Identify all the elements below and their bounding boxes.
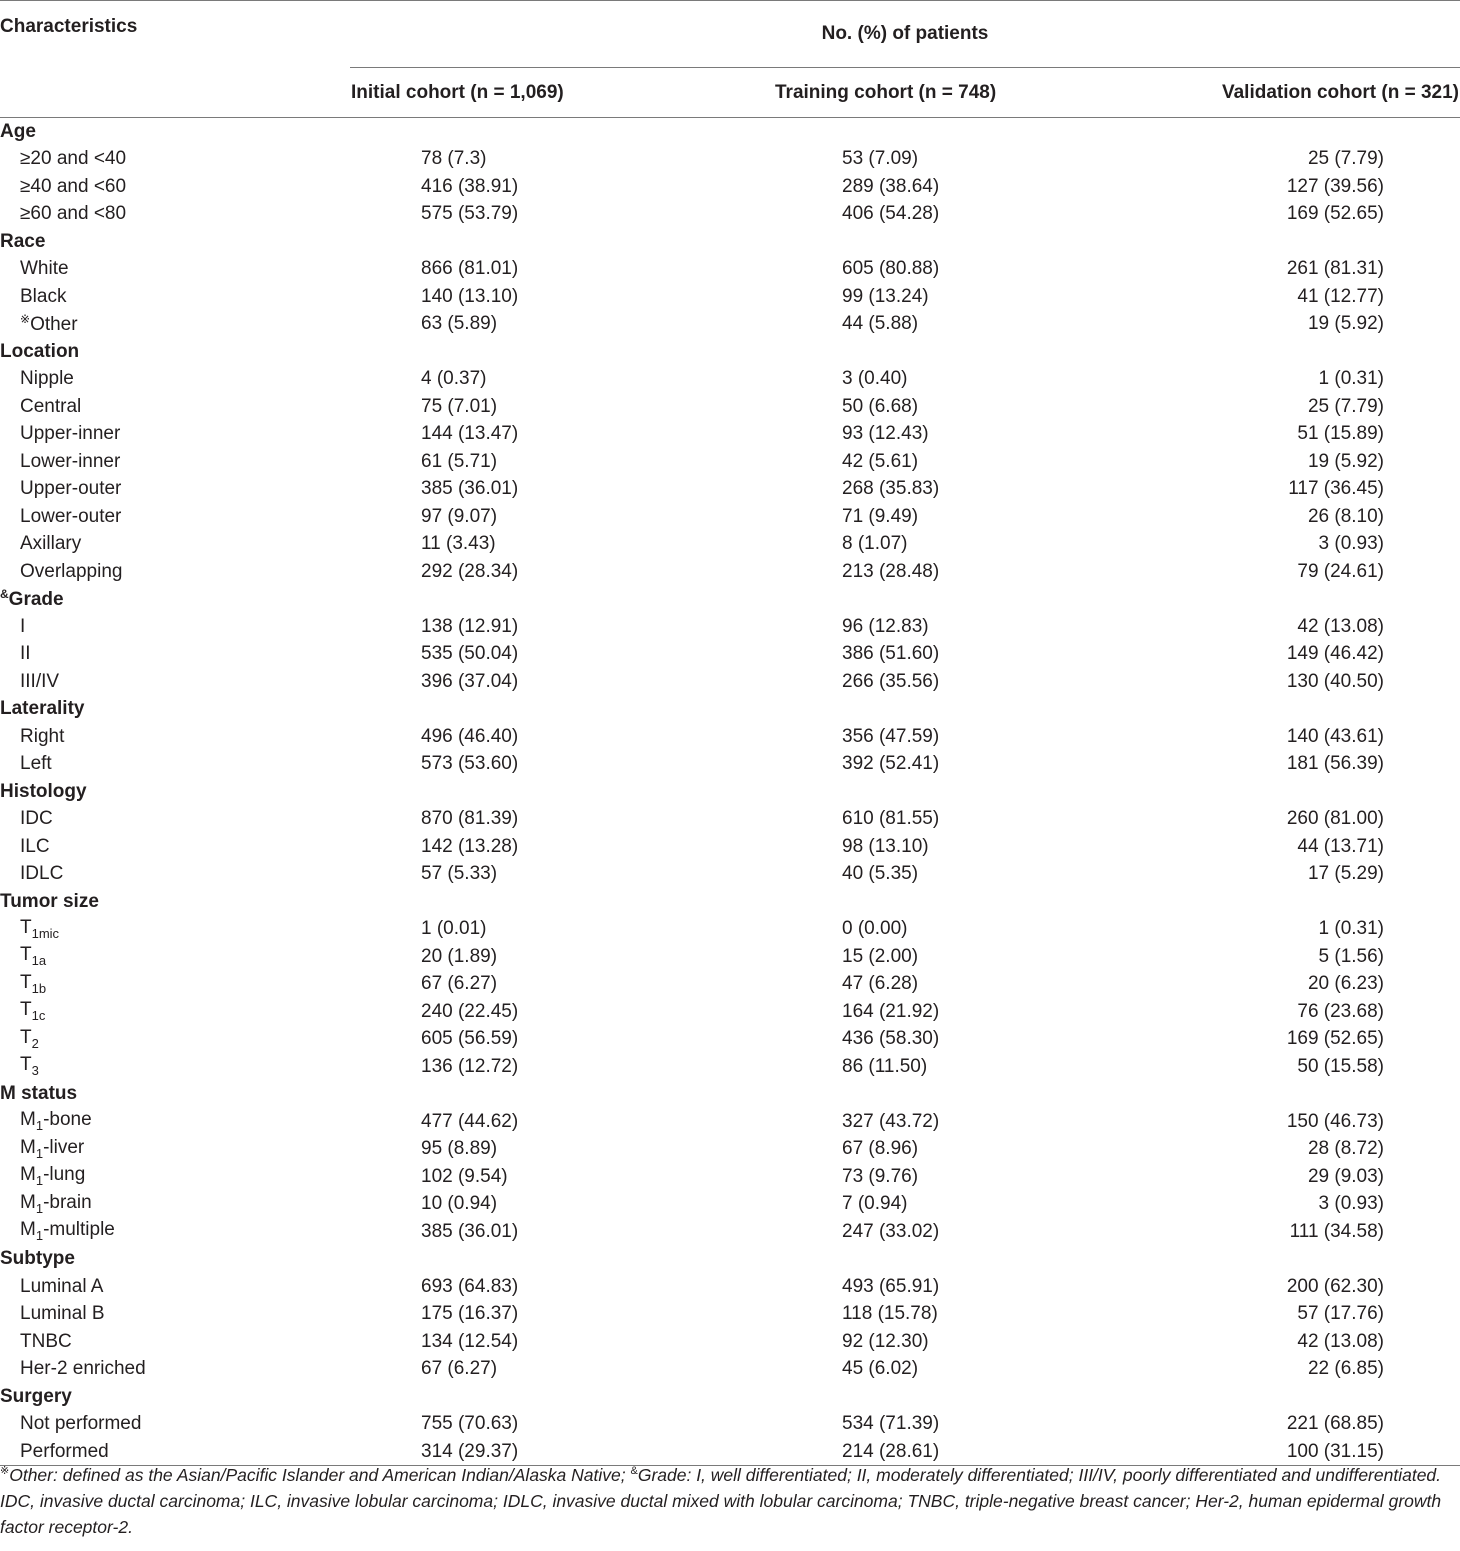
stage-base: M	[20, 1191, 36, 1213]
validation-value: 1 (0.31)	[1318, 918, 1384, 940]
validation-value: 42 (13.08)	[1297, 1330, 1384, 1352]
table-row	[0, 558, 1460, 586]
validation-value: 260 (81.00)	[1286, 808, 1384, 830]
validation-value: 29 (9.03)	[1307, 1165, 1384, 1187]
stage-suffix: -liver	[43, 1136, 85, 1158]
validation-value: 100 (31.15)	[1170, 1438, 1460, 1466]
validation-value: 261 (81.31)	[1286, 258, 1384, 280]
row-label	[0, 1218, 350, 1246]
initial-value: 67 (6.27)	[421, 973, 498, 995]
initial-cohort-header: Initial cohort (n = 1,069)	[350, 67, 750, 117]
training-value: 118 (15.78)	[842, 1303, 938, 1325]
validation-value: 19 (5.92)	[1307, 450, 1384, 472]
row-label	[0, 1190, 350, 1218]
validation-value: 111 (34.58)	[1289, 1220, 1384, 1242]
validation-value: 25 (7.79)	[1307, 395, 1384, 417]
validation-value: 76 (23.68)	[1297, 1000, 1384, 1022]
initial-value: 477 (44.62)	[421, 1110, 519, 1132]
section-row	[0, 1383, 1460, 1411]
section-row	[0, 1080, 1460, 1108]
training-value: 0 (0.00)	[842, 918, 908, 940]
section-title-m-status: M status	[0, 1083, 78, 1105]
patients-group-header: No. (%) of patients	[350, 1, 1460, 68]
row-label: White	[20, 258, 69, 280]
footnote-mark: ※	[0, 1465, 10, 1477]
initial-value: 385 (36.01)	[421, 478, 519, 500]
validation-value: 20 (6.23)	[1307, 973, 1384, 995]
table-row	[0, 1218, 1460, 1246]
table-row	[0, 200, 1460, 228]
validation-value: 181 (56.39)	[1286, 753, 1384, 775]
section-title-race: Race	[0, 230, 46, 252]
initial-value: 11 (3.43)	[421, 533, 496, 555]
validation-value: 41 (12.77)	[1297, 285, 1384, 307]
section-title-location: Location	[0, 340, 80, 362]
training-value: 86 (11.50)	[842, 1055, 928, 1077]
table-row	[0, 255, 1460, 283]
training-value: 53 (7.09)	[842, 148, 919, 170]
training-value: 47 (6.28)	[842, 973, 919, 995]
training-value: 40 (5.35)	[842, 863, 919, 885]
initial-value: 1 (0.01)	[421, 918, 487, 940]
validation-value: 28 (8.72)	[1307, 1138, 1384, 1160]
row-label: Upper-outer	[20, 478, 122, 500]
validation-value: 169 (52.65)	[1286, 203, 1384, 225]
stage-base: M	[20, 1109, 36, 1131]
validation-value: 25 (7.79)	[1307, 148, 1384, 170]
row-label	[0, 1025, 350, 1053]
table-footnote	[0, 1458, 1460, 1540]
training-value: 92 (12.30)	[842, 1330, 929, 1352]
training-value: 99 (13.24)	[842, 285, 929, 307]
header-row-1	[0, 1, 1460, 68]
table-row	[0, 1108, 1460, 1136]
validation-value: 127 (39.56)	[1286, 175, 1384, 197]
validation-value: 3 (0.93)	[1318, 533, 1384, 555]
row-label: Her-2 enriched	[20, 1358, 146, 1380]
row-label: III/IV	[20, 670, 60, 692]
header-blank	[0, 67, 350, 117]
training-value: 44 (5.88)	[842, 313, 919, 335]
section-title-tumor-size: Tumor size	[0, 890, 99, 912]
initial-value: 693 (64.83)	[421, 1275, 519, 1297]
footnote-text-2: Grade: I, well differentiated; II, moderately differentiated; III/IV, poorly differentiated and undifferentiated. IDC, invasive ductal carcinoma; ILC, invasive lobular carcinoma; IDLC, invasive ductal mixed with lobular carcinoma; TNBC, triple-negative breast cancer; Her-2, human epidermal growth factor receptor-2.	[0, 1465, 1442, 1537]
row-label: Overlapping	[20, 560, 123, 582]
row-label: Nipple	[20, 368, 74, 390]
footnote-text-1: Other: defined as the Asian/Pacific Islander and American Indian/Alaska Native;	[9, 1465, 631, 1485]
initial-value: 314 (29.37)	[350, 1438, 750, 1466]
initial-value: 144 (13.47)	[421, 423, 519, 445]
stage-subscript: 1	[35, 1228, 44, 1244]
table-row	[0, 1273, 1460, 1301]
stage-base: T	[20, 916, 32, 938]
stage-subscript: 1	[35, 1118, 44, 1134]
training-cohort-header: Training cohort (n = 748)	[750, 67, 1170, 117]
initial-value: 396 (37.04)	[421, 670, 519, 692]
validation-value: 150 (46.73)	[1286, 1110, 1384, 1132]
row-label: ≥20 and <40	[20, 148, 127, 170]
row-label: ILC	[20, 835, 50, 857]
table-row	[0, 448, 1460, 476]
stage-base: T	[20, 999, 32, 1021]
initial-value: 416 (38.91)	[421, 175, 519, 197]
table-row	[0, 1410, 1460, 1438]
section-title-laterality: Laterality	[0, 698, 85, 720]
initial-value: 136 (12.72)	[421, 1055, 519, 1077]
row-label	[0, 915, 350, 943]
row-label: Central	[20, 395, 82, 417]
initial-value: 75 (7.01)	[421, 395, 498, 417]
validation-value: 50 (15.58)	[1297, 1055, 1384, 1077]
initial-value: 573 (53.60)	[421, 753, 519, 775]
initial-value: 10 (0.94)	[421, 1193, 498, 1215]
stage-base: T	[20, 944, 32, 966]
stage-suffix: -brain	[43, 1191, 92, 1213]
training-value: 98 (13.10)	[842, 835, 929, 857]
characteristics-header: Characteristics	[0, 1, 350, 68]
table-row	[0, 503, 1460, 531]
row-label	[0, 310, 350, 338]
row-label: TNBC	[20, 1330, 72, 1352]
stage-subscript: 1	[35, 1145, 44, 1161]
row-label: Luminal A	[20, 1275, 104, 1297]
section-row	[0, 778, 1460, 806]
validation-value: 57 (17.76)	[1297, 1303, 1384, 1325]
validation-value: 221 (68.85)	[1286, 1413, 1384, 1435]
training-value: 214 (28.61)	[750, 1438, 1170, 1466]
footnote-mark: &	[0, 587, 9, 602]
table-row	[0, 613, 1460, 641]
row-label: Luminal B	[20, 1303, 105, 1325]
section-row	[0, 228, 1460, 256]
initial-value: 67 (6.27)	[421, 1358, 498, 1380]
training-value: 164 (21.92)	[842, 1000, 940, 1022]
section-title-histology: Histology	[0, 780, 87, 802]
training-value: 356 (47.59)	[842, 725, 940, 747]
table-row	[0, 915, 1460, 943]
training-value: 436 (58.30)	[842, 1028, 940, 1050]
validation-value: 169 (52.65)	[1286, 1028, 1384, 1050]
training-value: 96 (12.83)	[842, 615, 929, 637]
row-label: IDLC	[20, 863, 64, 885]
stage-base: M	[20, 1219, 36, 1241]
table-row	[0, 1163, 1460, 1191]
table-row	[0, 1355, 1460, 1383]
validation-value: 1 (0.31)	[1318, 368, 1384, 390]
training-value: 610 (81.55)	[842, 808, 940, 830]
validation-value: 19 (5.92)	[1307, 313, 1384, 335]
row-label: Lower-outer	[20, 505, 122, 527]
training-value: 67 (8.96)	[842, 1138, 919, 1160]
initial-value: 496 (46.40)	[421, 725, 519, 747]
row-label: Black	[20, 285, 67, 307]
table-row	[0, 668, 1460, 696]
validation-value: 200 (62.30)	[1286, 1275, 1384, 1297]
section-row	[0, 117, 1460, 145]
row-label	[0, 943, 350, 971]
table-row	[0, 750, 1460, 778]
training-value: 71 (9.49)	[842, 505, 919, 527]
row-label: ≥40 and <60	[20, 175, 127, 197]
table-row	[0, 530, 1460, 558]
table-row	[0, 943, 1460, 971]
validation-value: 130 (40.50)	[1286, 670, 1384, 692]
stage-subscript: 2	[31, 1035, 39, 1051]
stage-subscript: 1mic	[31, 925, 60, 941]
stage-subscript: 1a	[31, 953, 47, 969]
row-label: Left	[20, 753, 52, 775]
initial-value: 755 (70.63)	[421, 1413, 519, 1435]
validation-value: 51 (15.89)	[1297, 423, 1384, 445]
stage-base: T	[20, 971, 32, 993]
initial-value: 292 (28.34)	[421, 560, 519, 582]
table-row	[0, 1053, 1460, 1081]
table-row	[0, 833, 1460, 861]
training-value: 8 (1.07)	[842, 533, 908, 555]
table-row	[0, 283, 1460, 311]
initial-value: 138 (12.91)	[421, 615, 519, 637]
row-label: Performed	[0, 1438, 350, 1466]
section-title-age: Age	[0, 120, 36, 142]
stage-base: T	[20, 1054, 32, 1076]
row-label: Upper-inner	[20, 423, 121, 445]
row-label: ≥60 and <80	[20, 203, 127, 225]
section-row	[0, 585, 1460, 613]
initial-value: 240 (22.45)	[421, 1000, 519, 1022]
table-row	[0, 805, 1460, 833]
section-title-surgery: Surgery	[0, 1385, 72, 1407]
training-value: 534 (71.39)	[842, 1413, 940, 1435]
table-row	[0, 640, 1460, 668]
training-value: 15 (2.00)	[842, 945, 919, 967]
table-row	[0, 145, 1460, 173]
row-label	[0, 1135, 350, 1163]
initial-value: 140 (13.10)	[421, 285, 519, 307]
validation-value: 42 (13.08)	[1297, 615, 1384, 637]
section-row	[0, 338, 1460, 366]
footnote-mark: &	[630, 1465, 638, 1477]
initial-value: 78 (7.3)	[421, 148, 487, 170]
validation-cohort-header: Validation cohort (n = 321)	[1170, 67, 1460, 117]
initial-value: 134 (12.54)	[421, 1330, 519, 1352]
table-row	[0, 310, 1460, 338]
stage-subscript: 1	[35, 1173, 44, 1189]
stage-suffix: -bone	[43, 1109, 92, 1131]
row-label: Right	[20, 725, 65, 747]
stage-base: M	[20, 1136, 36, 1158]
training-value: 406 (54.28)	[842, 203, 940, 225]
footnote-mark: ※	[20, 312, 31, 327]
table-row	[0, 998, 1460, 1026]
section-row	[0, 695, 1460, 723]
table-row	[0, 1328, 1460, 1356]
section-row	[0, 888, 1460, 916]
row-label: IDC	[20, 808, 53, 830]
training-value: 50 (6.68)	[842, 395, 919, 417]
section-title-text: Grade	[8, 589, 64, 611]
stage-subscript: 1b	[31, 980, 47, 996]
table-row	[0, 365, 1460, 393]
stage-suffix: -multiple	[43, 1219, 115, 1241]
initial-value: 20 (1.89)	[421, 945, 498, 967]
table-row	[0, 420, 1460, 448]
initial-value: 4 (0.37)	[421, 368, 487, 390]
section-title-subtype: Subtype	[0, 1248, 75, 1270]
table-row	[0, 1190, 1460, 1218]
initial-value: 63 (5.89)	[421, 313, 498, 335]
validation-value: 22 (6.85)	[1307, 1358, 1384, 1380]
row-label: I	[20, 615, 26, 637]
initial-value: 535 (50.04)	[421, 643, 519, 665]
row-label: II	[20, 643, 31, 665]
training-value: 73 (9.76)	[842, 1165, 919, 1187]
validation-value: 3 (0.93)	[1318, 1193, 1384, 1215]
row-label-text: Other	[30, 314, 78, 336]
table-row	[0, 1135, 1460, 1163]
initial-value: 95 (8.89)	[421, 1138, 498, 1160]
initial-value: 102 (9.54)	[421, 1165, 508, 1187]
row-label	[0, 1108, 350, 1136]
training-value: 266 (35.56)	[842, 670, 940, 692]
training-value: 42 (5.61)	[842, 450, 919, 472]
stage-subscript: 1c	[31, 1008, 46, 1024]
training-value: 247 (33.02)	[842, 1220, 940, 1242]
training-value: 45 (6.02)	[842, 1358, 919, 1380]
training-value: 289 (38.64)	[842, 175, 940, 197]
training-value: 386 (51.60)	[842, 643, 940, 665]
table-row	[0, 475, 1460, 503]
validation-value: 149 (46.42)	[1286, 643, 1384, 665]
initial-value: 870 (81.39)	[421, 808, 519, 830]
row-label: Axillary	[20, 533, 82, 555]
table-row	[0, 1025, 1460, 1053]
training-value: 605 (80.88)	[842, 258, 940, 280]
section-title-grade	[0, 585, 1460, 613]
validation-value: 79 (24.61)	[1297, 560, 1384, 582]
row-label	[0, 970, 350, 998]
table-row	[0, 173, 1460, 201]
table-row	[0, 860, 1460, 888]
row-label: Lower-inner	[20, 450, 121, 472]
table-row	[0, 1300, 1460, 1328]
section-row	[0, 1245, 1460, 1273]
initial-value: 61 (5.71)	[421, 450, 498, 472]
initial-value: 385 (36.01)	[421, 1220, 519, 1242]
initial-value: 97 (9.07)	[421, 505, 498, 527]
initial-value: 57 (5.33)	[421, 863, 498, 885]
row-label	[0, 998, 350, 1026]
training-value: 493 (65.91)	[842, 1275, 940, 1297]
training-value: 268 (35.83)	[842, 478, 940, 500]
training-value: 93 (12.43)	[842, 423, 929, 445]
validation-value: 44 (13.71)	[1297, 835, 1384, 857]
stage-subscript: 3	[31, 1063, 39, 1079]
stage-base: M	[20, 1164, 36, 1186]
table-row	[0, 723, 1460, 751]
initial-value: 605 (56.59)	[421, 1028, 519, 1050]
table-row	[0, 970, 1460, 998]
training-value: 3 (0.40)	[842, 368, 908, 390]
row-label	[0, 1163, 350, 1191]
row-label	[0, 1053, 350, 1081]
initial-value: 575 (53.79)	[421, 203, 519, 225]
header-row-2	[0, 67, 1460, 117]
stage-base: T	[20, 1026, 32, 1048]
validation-value: 140 (43.61)	[1286, 725, 1384, 747]
validation-value: 117 (36.45)	[1288, 478, 1384, 500]
training-value: 392 (52.41)	[842, 753, 940, 775]
table-row	[0, 393, 1460, 421]
stage-subscript: 1	[35, 1200, 44, 1216]
initial-value: 175 (16.37)	[421, 1303, 519, 1325]
validation-value: 17 (5.29)	[1307, 863, 1384, 885]
validation-value: 26 (8.10)	[1307, 505, 1384, 527]
validation-value: 5 (1.56)	[1318, 945, 1384, 967]
training-value: 7 (0.94)	[842, 1193, 908, 1215]
initial-value: 142 (13.28)	[421, 835, 519, 857]
training-value: 327 (43.72)	[842, 1110, 940, 1132]
stage-suffix: -lung	[43, 1164, 86, 1186]
training-value: 213 (28.48)	[842, 560, 940, 582]
row-label: Not performed	[20, 1413, 142, 1435]
initial-value: 866 (81.01)	[421, 258, 519, 280]
